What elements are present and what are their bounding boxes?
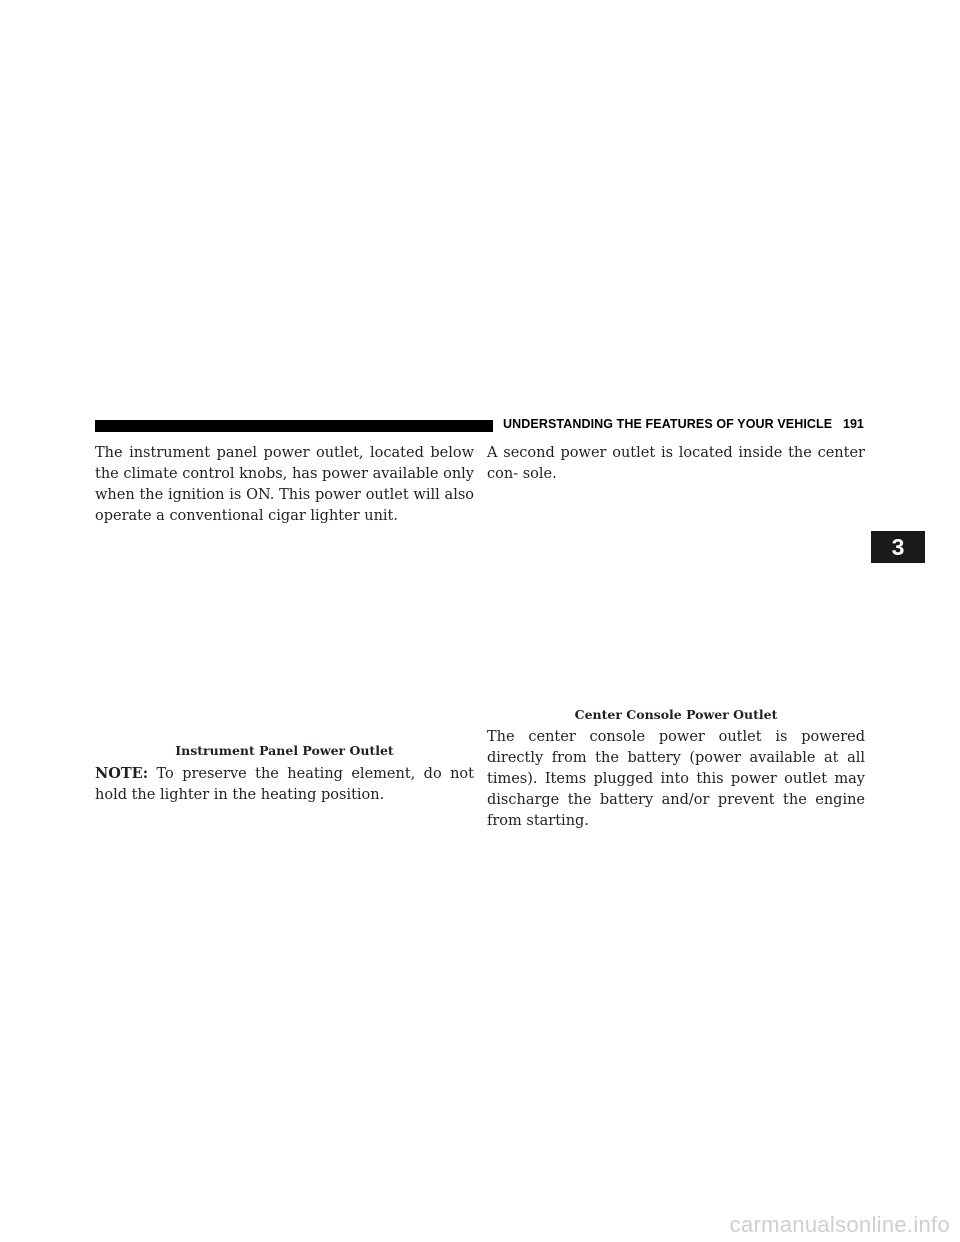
- page-number: 191: [843, 417, 864, 431]
- note-label: NOTE:: [95, 765, 149, 782]
- header-rule: [95, 420, 493, 432]
- watermark: carmanualsonline.info: [729, 1212, 950, 1237]
- center-console-paragraph: The center console power outlet is powered directly from the battery (power available at all times). Items plugged into this power outlet may discharge the battery and/or prevent the engine from starting.: [487, 729, 865, 829]
- instrument-panel-outlet-caption: Instrument Panel Power Outlet: [175, 743, 394, 758]
- note-paragraph: [95, 763, 474, 806]
- running-header-title: UNDERSTANDING THE FEATURES OF YOUR VEHICLE: [503, 417, 833, 431]
- note-text: To preserve the heating element, do not hold the lighter in the heating position.: [95, 766, 474, 803]
- right-intro-paragraph: A second power outlet is located inside the center con- sole.: [487, 445, 865, 482]
- left-intro-paragraph: The instrument panel power outlet, located below the climate control knobs, has power available only when the ignition is ON. This power outlet will also operate a conventional cigar lighter unit.: [95, 445, 474, 524]
- center-console-outlet-caption: Center Console Power Outlet: [574, 707, 778, 722]
- chapter-tab: 3: [871, 531, 925, 563]
